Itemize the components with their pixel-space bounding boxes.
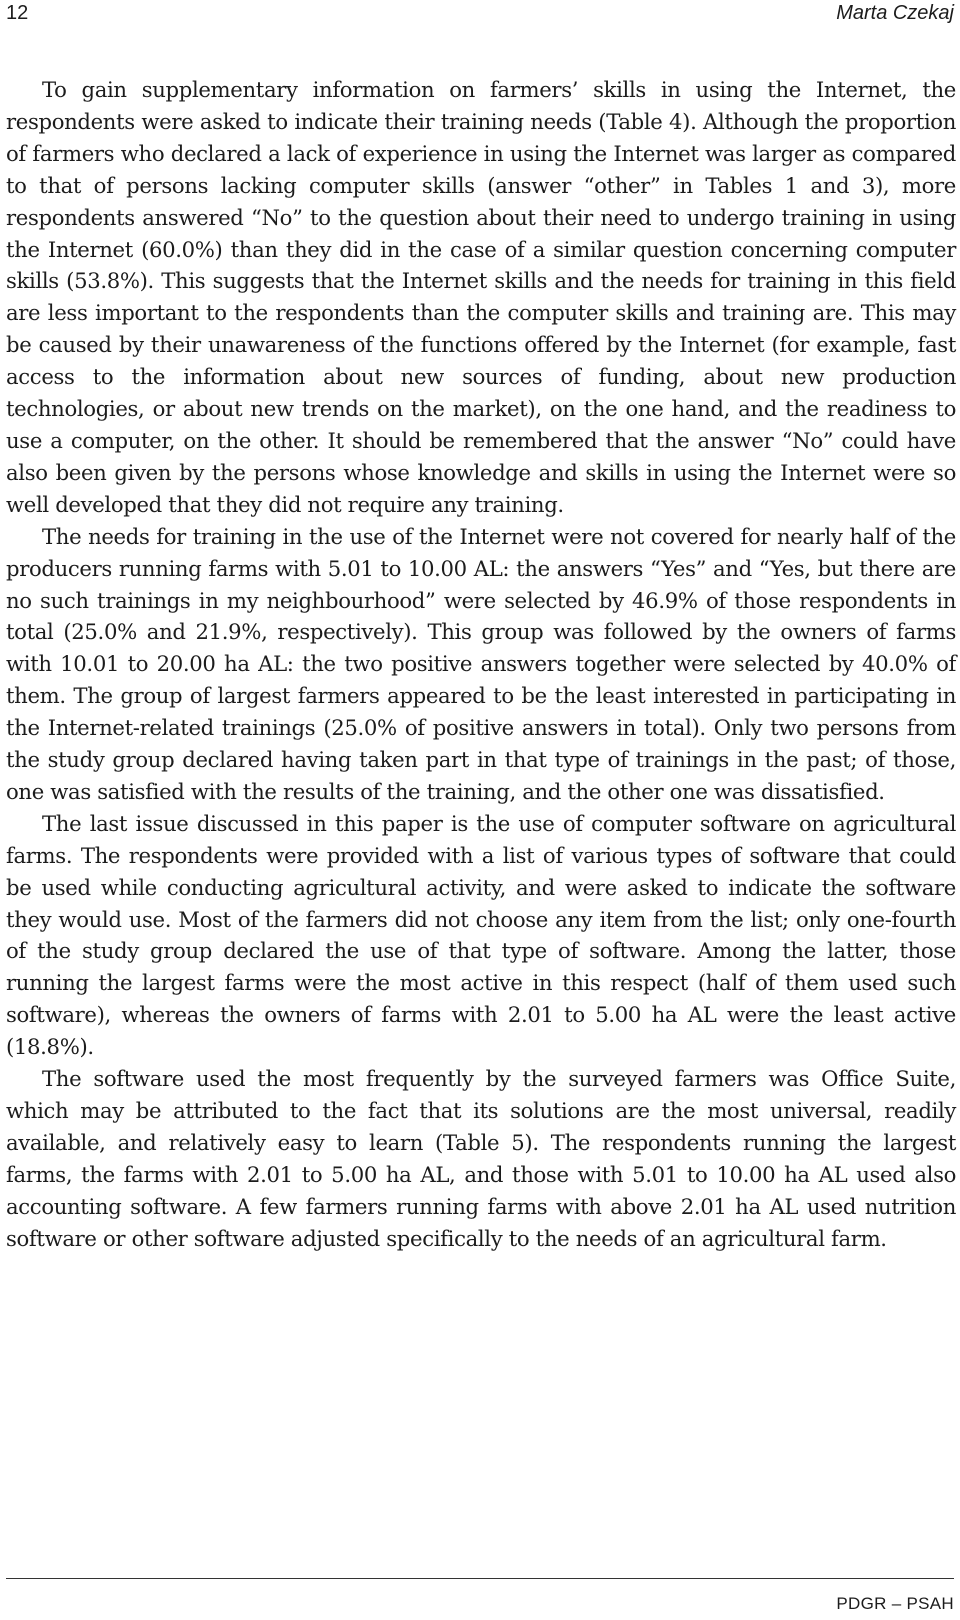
body-text	[6, 74, 956, 1255]
paragraph-training-by-farm-size: The needs for training in the use of the Internet were not covered for nearly half of the producers running farms with 5.01 to 10.00 AL: the answers “Yes” and “Yes, but there are no such trainings in my neighbourhood” were selected by 46.9% of those respondents in total (25.0% and 21.9%, respectively). This group was followed by the owners of farms with 10.01 to 20.00 ha AL: the two positive answers together were selected by 40.0% of them. The group of largest farmers appeared to be the least interested in participating in the Internet-related trainings (25.0% of positive answers in total). Only two persons from the study group declared having taken part in that type of trainings in the past; of those, one was satisfied with the results of the training, and the other one was dissatisfied.	[6, 523, 956, 804]
page-number: 12	[6, 2, 29, 24]
footer-divider	[6, 1578, 954, 1579]
paragraph-software-use: The last issue discussed in this paper is the use of computer software on agricultural farms. The respondents were provided with a list of various types of software that could be used while conducting agricultural activity, and were asked to indicate the software they would use. Most of the farmers did not choose any item from the list; only one-fourth of the study group declared the use of that type of software. Among the latter, those running the largest farms were the most active in this respect (half of them used such software), whereas the owners of farms with 2.01 to 5.00 ha AL were the least active (18.8%).	[6, 810, 956, 1060]
journal-id: PDGR – PSAH	[836, 1594, 954, 1613]
paragraph-software-types: The software used the most frequently by the surveyed farmers was Office Suite, which may be attributed to the fact that its solutions are the most universal, readily available, and relatively easy to learn (Table 5). The respondents running the largest farms, the farms with 2.01 to 5.00 ha AL, and those with 5.01 to 10.00 ha AL used also accounting software. A few farmers running farms with above 2.01 ha AL used nutrition software or other software adjusted specifically to the needs of an agricultural farm.	[6, 1066, 956, 1251]
running-head-author: Marta Czekaj	[836, 2, 954, 24]
paragraph-internet-training-needs: To gain supplementary information on farmers’ skills in using the Internet, the respondents were asked to indicate their training needs (Table 4). Although the proportion of farmers who declared a lack of experience in using the Internet was larger as compared to that of persons lacking computer skills (answer “other” in Tables 1 and 3), more respondents answered “No” to the question about their need to undergo training in using the Internet (60.0%) than they did in the case of a similar question concerning computer skills (53.8%). This suggests that the Internet skills and the needs for training in this field are less important to the respondents than the computer skills and training are. This may be caused by their unawareness of the functions offered by the Internet (for example, fast access to the information about new sources of funding, about new production technologies, or about new trends on the market), on the one hand, and the readiness to use a computer, on the other. It should be remembered that the answer “No” could have also been given by the persons whose knowledge and skills in using the Internet were so well developed that they did not require any training.	[6, 77, 956, 517]
page-header	[6, 2, 954, 32]
